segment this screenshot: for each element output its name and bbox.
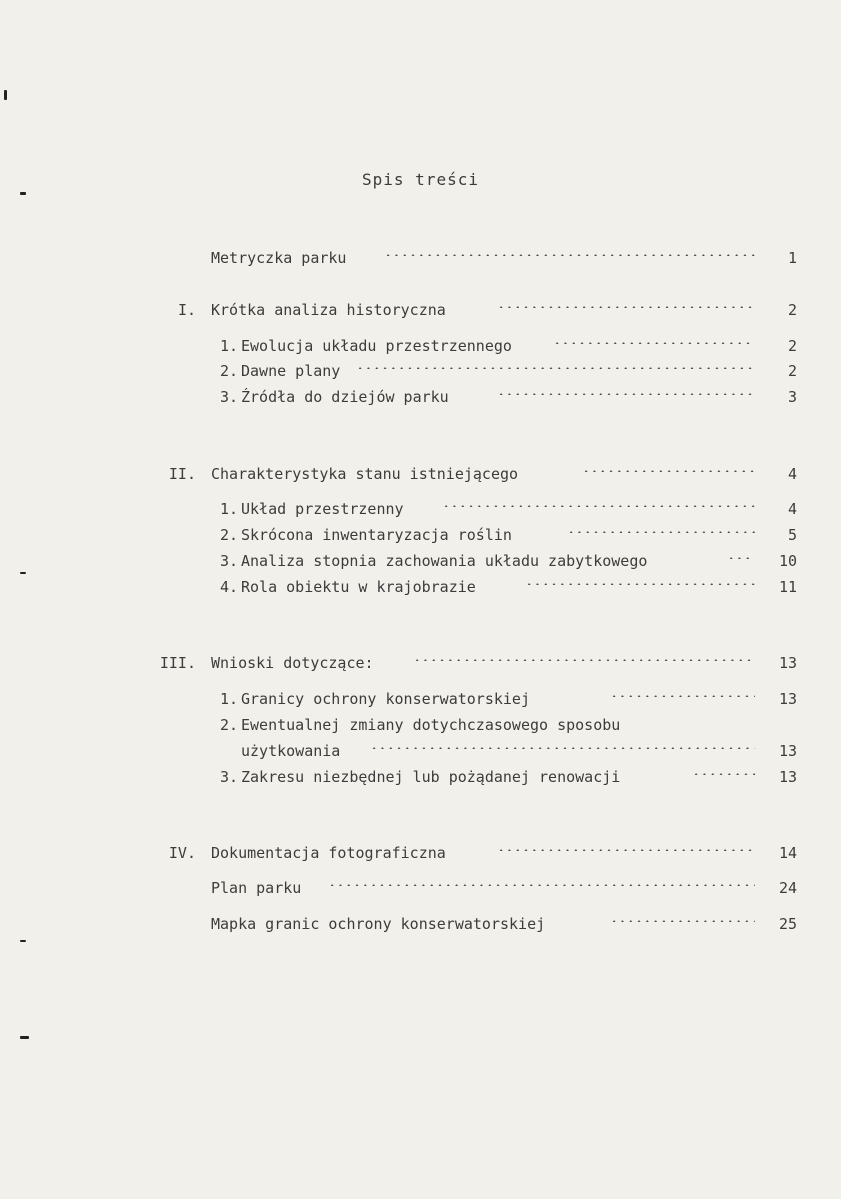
toc-entry-label: Układ przestrzenny <box>241 500 404 518</box>
toc-entry <box>0 360 841 382</box>
toc-entry-page: 2 <box>787 337 797 355</box>
toc-entry-number: 1. <box>219 337 238 355</box>
margin-mark <box>20 572 26 574</box>
toc-entry-page: 13 <box>778 690 797 708</box>
toc-entry-label: Ewentualnej zmiany dotychczasowego sposobu <box>241 716 621 734</box>
toc-leader-dots <box>497 306 755 308</box>
margin-mark <box>4 90 7 100</box>
toc-entry-label: Źródła do dziejów parku <box>241 388 449 406</box>
toc-entry <box>0 766 841 788</box>
toc-leader-dots <box>525 583 755 585</box>
toc-leader-dots <box>497 393 755 395</box>
toc-entry <box>0 576 841 598</box>
toc-entry-label: Mapka granic ochrony konserwatorskiej <box>211 915 546 933</box>
toc-leader-dots <box>442 505 755 507</box>
margin-mark <box>20 940 26 942</box>
toc-entry-page: 13 <box>778 742 797 760</box>
toc-leader-dots <box>582 470 755 472</box>
toc-leader-dots <box>384 254 755 256</box>
toc-leader-dots <box>497 849 755 851</box>
toc-entry-label: Plan parku <box>211 879 302 897</box>
toc-leader-dots <box>413 659 755 661</box>
toc-entry-number: 4. <box>219 578 238 596</box>
toc-entry-page: 25 <box>778 915 797 933</box>
toc-entry <box>0 550 841 572</box>
toc-entry <box>0 335 841 357</box>
toc-entry-number: 2. <box>219 526 238 544</box>
toc-leader-dots <box>567 531 755 533</box>
toc-section-number: III. <box>159 654 196 672</box>
toc-entry <box>0 524 841 546</box>
toc-section <box>0 299 841 321</box>
toc-entry-page: 1 <box>787 249 797 267</box>
toc-entry-number: 1. <box>219 500 238 518</box>
toc-section-number: IV. <box>168 844 196 862</box>
toc-entry-number: 3. <box>219 768 238 786</box>
margin-mark <box>20 1036 29 1039</box>
toc-section <box>0 842 841 864</box>
toc-entry-page: 10 <box>778 552 797 570</box>
toc-entry-page: 13 <box>778 654 797 672</box>
toc-leader-dots <box>610 920 755 922</box>
toc-entry-page: 2 <box>787 362 797 380</box>
toc-entry-label: Charakterystyka stanu istniejącego <box>211 465 519 483</box>
toc-entry-page: 24 <box>778 879 797 897</box>
toc-entry <box>0 714 841 736</box>
toc-section-number: II. <box>168 465 196 483</box>
toc-leader-dots <box>356 367 755 369</box>
toc-leader-dots <box>692 773 755 775</box>
toc-leader-dots <box>328 884 755 886</box>
toc-section <box>0 463 841 485</box>
toc-section <box>0 652 841 674</box>
toc-leader-dots <box>610 695 755 697</box>
toc-entry <box>0 247 841 269</box>
toc-entry-page: 13 <box>778 768 797 786</box>
toc-entry-page: 4 <box>787 500 797 518</box>
toc-entry-label: Granicy ochrony konserwatorskiej <box>241 690 530 708</box>
margin-mark <box>20 192 26 195</box>
toc-entry-label: Dawne plany <box>241 362 341 380</box>
toc-entry-label: Rola obiektu w krajobrazie <box>241 578 476 596</box>
page-title: Spis treści <box>362 170 479 189</box>
toc-leader-dots <box>370 747 755 749</box>
toc-entry-label: Metryczka parku <box>211 249 347 267</box>
toc-entry-number: 2. <box>219 716 238 734</box>
toc-entry-page: 2 <box>787 301 797 319</box>
toc-entry-label: Analiza stopnia zachowania układu zabytkowego <box>241 552 648 570</box>
toc-leader-dots <box>553 342 755 344</box>
toc-entry-label: Skrócona inwentaryzacja roślin <box>241 526 512 544</box>
toc-entry-page: 4 <box>787 465 797 483</box>
toc-entry <box>0 386 841 408</box>
toc-entry <box>0 740 841 762</box>
toc-entry <box>0 498 841 520</box>
toc-entry-page: 11 <box>778 578 797 596</box>
toc-entry-label: Ewolucja układu przestrzennego <box>241 337 512 355</box>
toc-entry-page: 3 <box>787 388 797 406</box>
toc-entry <box>0 913 841 935</box>
toc-entry-label: Zakresu niezbędnej lub pożądanej renowacji <box>241 768 621 786</box>
toc-entry-number: 1. <box>219 690 238 708</box>
toc-entry-page: 5 <box>787 526 797 544</box>
toc-section-number: I. <box>177 301 196 319</box>
toc-entry <box>0 688 841 710</box>
toc-entry-label: Dokumentacja fotograficzna <box>211 844 446 862</box>
toc-leader-dots <box>727 557 755 559</box>
toc-entry-number: 3. <box>219 388 238 406</box>
toc-entry-label: Krótka analiza historyczna <box>211 301 446 319</box>
toc-entry-number: 3. <box>219 552 238 570</box>
toc-entry-number: 2. <box>219 362 238 380</box>
toc-entry <box>0 877 841 899</box>
toc-entry-page: 14 <box>778 844 797 862</box>
toc-entry-label: użytkowania <box>241 742 341 760</box>
toc-entry-label: Wnioski dotyczące: <box>211 654 374 672</box>
